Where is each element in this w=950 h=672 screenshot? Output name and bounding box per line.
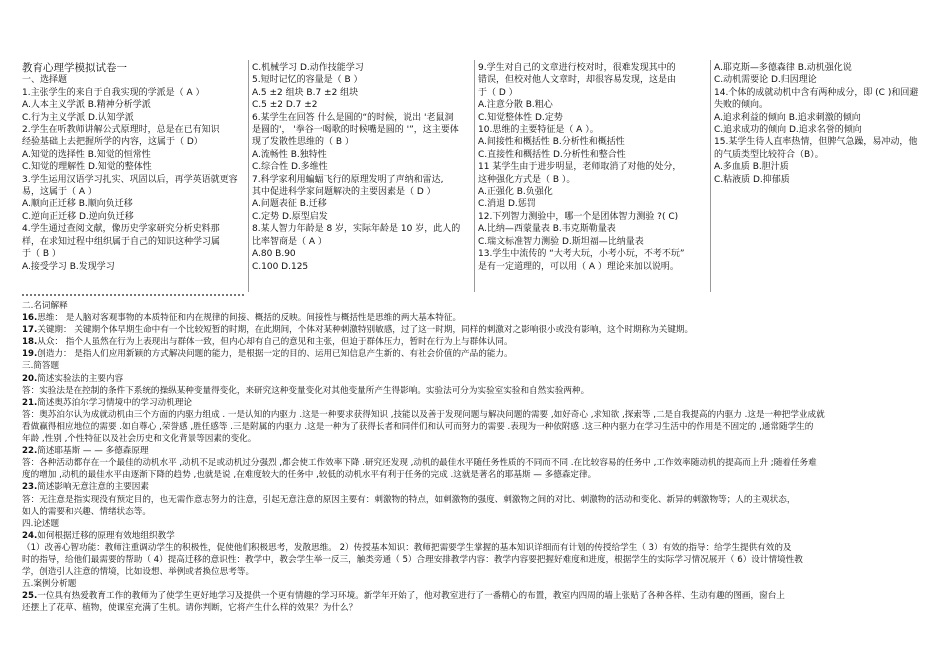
question-line: C.5 ±2 D.7 ±2 (252, 100, 318, 111)
question-line: 3.学生运用汉语学习扎实、巩固以后，再学英语就更容 (22, 174, 238, 185)
column-2 (252, 62, 474, 273)
answer-line (22, 530, 942, 542)
question-line: 13.学生中流传的 “大考大玩，小考小玩，不考不玩” (478, 249, 685, 260)
line-text: 还摆上了花草、植物，使课室充满了生机。请你判断，它将产生什么样的效果？为什么？ (22, 603, 358, 614)
question-line: C.机械学习 D.动作技能学习 (252, 63, 364, 73)
answer-line (22, 445, 942, 457)
question-line: A.接受学习 B.发现学习 (22, 261, 115, 272)
item-number: 20. (22, 373, 38, 384)
answer-line (22, 542, 942, 554)
question-line: 比率智商是（ A ） (252, 236, 327, 247)
question-line: 是有一定道理的，可以用（ A ）理论来加以说明。 (478, 261, 679, 272)
question-line: 于（ D ） (478, 87, 518, 98)
column-divider (474, 60, 475, 292)
question-line: C.消退 D.惩罚 (478, 199, 536, 210)
line-text: 年龄 ,性别 ,个性特征以及社会历史和文化背景等因素的变化。 (22, 434, 257, 445)
item-number: 21. (22, 397, 38, 408)
question-line: A.耶克斯—多德森律 B.动机强化说 (714, 63, 852, 73)
answer-line (22, 312, 942, 324)
answer-line (22, 457, 942, 469)
dotted-separator (22, 294, 244, 296)
item-number: 24. (22, 530, 38, 541)
page-title: 教育心理学模拟试卷一 (22, 62, 127, 74)
question-line: C.追求成功的倾向 D.追求名誉的倾向 (714, 125, 862, 136)
line-text: 从众： 指个人虽然在行为上表现出与群体一致，但内心却有自己的意见和主张，但迫于群体压力，暂时在行为上与群体认同。 (37, 337, 513, 348)
question-line: A.人本主义学派 B.精神分析学派 (22, 100, 151, 111)
line-text: 学，创造引人注意的情境，比如设想、举例或者换位思考等。 (22, 567, 255, 578)
answer-line (22, 421, 942, 433)
line-text: 如何根据迁移的原理有效地组织教学 (37, 530, 175, 541)
item-number: 19. (22, 349, 38, 360)
answer-line (22, 602, 942, 614)
item-number: 23. (22, 482, 38, 493)
answer-line (22, 385, 942, 397)
line-text: 五.案例分析题 (22, 579, 77, 590)
line-text: 简述影响无意注意的主要因素 (37, 482, 149, 493)
line-text: （1）改善心智功能：教师注重调动学生的积极性，促使他们积极思考，发散思维。 2）传授基本知识：教师把需要学生掌握的基本知识详细而有计划的传授给学生（ 3）有效的指导：给学生提供有效的及 (22, 542, 792, 553)
line-text: 答：各种活动都存在一个最佳的动机水平 ,动机不足或动机过分强烈 ,都会使工作效率下降 .研究还发现 ,动机的最佳水平随任务性质的不同而不同 .在比较容易的任务中 ,工作效率随动机的提高而上升 ;随着任务难 (22, 458, 817, 469)
question-line: A.间接性和概括性 B.分析性和概括性 (478, 137, 625, 148)
question-line: C.综合性 D.多维性 (252, 162, 328, 173)
question-line: 4.学生通过查阅文献，像历史学家研究分析史料那 (22, 224, 220, 235)
question-line: A.比纳—西蒙量表 B.韦克斯勒量表 (478, 224, 616, 235)
question-line: 这种强化方式是（ B ）。 (478, 174, 576, 185)
question-line: A.追求利益的倾向 B.追求刺激的倾向 (714, 112, 861, 123)
answer-line (22, 469, 942, 481)
answer-line (22, 300, 942, 312)
question-line: A.问题表征 B.迁移 (252, 199, 327, 210)
answer-line (22, 360, 942, 372)
question-line: 错误，但校对他人文章时，却很容易发现，这是由 (478, 75, 677, 86)
line-text: 思维： 是人脑对客观事物的本质特征和内在规律的间接、概括的反映。间接性与概括性是思维的两大基本特征。 (37, 313, 462, 324)
question-line: 10.思维的主要特征是（ A ）。 (478, 125, 599, 136)
item-number: 17. (22, 325, 38, 336)
column-3 (478, 62, 710, 273)
question-line: 15.某学生待人直率热情，但脾气急躁，易冲动，他 (714, 137, 918, 148)
column-1 (22, 62, 248, 273)
question-line: 现了发散性思维的（ B ） (252, 137, 354, 148)
question-line: 1.主张学生的来自于自我实现的学派是（ A ） (22, 87, 205, 98)
question-line: C.粘液质 D.抑郁质 (714, 174, 790, 185)
question-line: 7.科学家利用蝙蝠飞行的原理发明了声纳和雷达, (252, 174, 444, 185)
answer-line (22, 373, 942, 385)
question-line: A.流畅性 B.独特性 (252, 149, 327, 160)
answer-line (22, 324, 942, 336)
question-line: A.顺向正迁移 B.顺向负迁移 (22, 199, 133, 210)
question-line: 易，这属于（ A ） (22, 187, 97, 198)
answer-line (22, 590, 942, 602)
question-line: 2.学生在听教师讲解公式原理时，总是在已有知识 (22, 125, 220, 136)
item-number: 25. (22, 591, 38, 602)
item-number: 16. (22, 313, 38, 324)
question-line: 6.某学生在回答 什么是圆的“的时候，说出 '老鼠洞 (252, 112, 454, 123)
question-line: C.动机需要论 D.归因理论 (714, 75, 817, 86)
line-text: 时的指导，给他们最需要的帮助（ 4）提高迁移的意识性：教学中，教会学生举一反三，触类旁通（ 5）合理安排教学内容：教学内容要把握好难度和进度，根据学生的实际学习情况展开（ 6）设计情境性教 (22, 554, 803, 565)
line-text: 答：实验法是在控制的条件下系统的操纵某种变量得变化，来研究这种变量变化对其他变量所产生得影响。实验法可分为实验室实验和自然实验两种。 (22, 385, 590, 396)
answer-line (22, 397, 942, 409)
question-line: 14.个体的成就动机中含有两种成分，即 (C )和回避 (714, 87, 919, 98)
line-text: 答：无注意是指实现没有预定目的，也无需作意志努力的注意，引起无意注意的原因主要有：刺激物的特点，如刺激物的强度、刺激物之间的对比、刺激物的活动和变化、新异的刺激物等；人的主观状态， (22, 494, 796, 505)
lower-section (22, 300, 942, 614)
line-text: 答：奥苏泊尔认为成就动机由三个方面的内驱力组成 . 一是认知的内驱力 .这是一种要求获得知识 ,技能以及善于发现问题与解决问题的需要 ,如好奇心 ,求知欲 ,探索等 ,二是自我提高的内驱力 .这是一种把学业成就 (22, 409, 825, 420)
answer-line (22, 336, 942, 348)
question-line: 是圆的'， '拳谷一喝歌的时候嘴是圆的 '”，这主要体 (252, 125, 459, 136)
line-text: 如人的需要和兴趣、情绪状态等。 (22, 506, 151, 517)
question-line: C.100 D.125 (252, 261, 309, 272)
answer-line (22, 481, 942, 493)
answer-line (22, 409, 942, 421)
answer-line (22, 433, 942, 445)
line-text: 创造力： 是指人们应用新颖的方式解决问题的能力，是根据一定的目的、运用已知信息产生新的、有社会价值的产品的能力。 (37, 349, 513, 360)
question-line: C.逆向正迁移 D.逆向负迁移 (22, 211, 134, 222)
answer-line (22, 578, 942, 590)
question-line: C.行为主义学派 D.认知学派 (22, 112, 134, 123)
line-text: 三.简答题 (22, 361, 60, 372)
answer-line (22, 348, 942, 360)
question-line: A.正强化 B.负强化 (478, 187, 553, 198)
question-line: C.直接性和概括性 D.分析性和整合性 (478, 149, 626, 160)
question-line: A.5 ±2 组块 B.7 ±2 组块 (252, 87, 359, 98)
item-number: 22. (22, 446, 38, 457)
question-line: 9.学生对自己的文章进行校对时，很难发现其中的 (478, 63, 676, 73)
line-text: 一位具有热爱教育工作的教师为了使学生更好地学习及提供一个更有情趣的学习环境。新学年开始了，他对教室进行了一番精心的布置，教室内四周的墙上张贴了各种各样、生动有趣的图画，窗台上 (37, 591, 785, 602)
item-number: 18. (22, 337, 38, 348)
question-line: 其中促进科学家问题解决的主要因素是（ D ） (252, 187, 436, 198)
answer-line (22, 518, 942, 530)
question-line: 一、选择题 (22, 75, 68, 86)
answer-line (22, 566, 942, 578)
line-text: 简述奥苏泊尔学习情境中的学习动机理论 (37, 397, 192, 408)
question-line: 12.下列智力测验中，哪一个是团体智力测验 ?( C) (478, 211, 679, 222)
question-line: 8.某人智力年龄是 8 岁，实际年龄是 10 岁，此人的 (252, 224, 461, 235)
question-line: C.瑞文标准智力测验 D.斯坦福—比纳量表 (478, 236, 644, 247)
answer-line (22, 506, 942, 518)
question-line: A.注意分散 B.粗心 (478, 100, 553, 111)
question-line: C.知觉的理解性 D.知觉的整体性 (22, 162, 152, 173)
line-text: 关键期： 关键期个体早期生命中有一个比较短暂的时期，在此期间，个体对某种刺激特别敏感，过了这一时期，同样的刺激对之影响很小或没有影响，这个时期称为关键期。 (37, 325, 694, 336)
line-text: 看做赢得相应地位的需要 .如自尊心 ,荣誉感 ,胜任感等 .三是附属的内驱力 .这是一种为了获得长者和同伴们和认可而努力的需要 .表现为一种依附感 .这三种内驱力在学习生活中的作用是不固定的 ,通常随学生的 (22, 421, 814, 432)
line-text: 简述耶基斯 — — 多德森原理 (37, 446, 149, 457)
question-line: 11 某学生由于进步明显，老师取消了对他的处分， (478, 162, 682, 173)
column-divider (710, 60, 711, 292)
line-text: 度的增加 ,动机的最佳水平由逐渐下降的趋势 ,也就是说 ,在难度较大的任务中 ,较低的动机水平有利于任务的完成 .这就是著名的耶基斯 — 多德森定律。 (22, 470, 597, 481)
line-text: 二.名词解释 (22, 301, 68, 311)
question-line: A.知觉的选择性 B.知觉的恒常性 (22, 149, 151, 160)
question-line: 的气质类型比较符合（B）。 (714, 149, 824, 160)
answer-line (22, 494, 942, 506)
question-line: C.定势 D.原型启发 (252, 211, 328, 222)
answer-line (22, 554, 942, 566)
question-line: 5.短时记忆的容量是（ B ） (252, 75, 363, 86)
line-text: 简述实验法的主要内容 (37, 373, 124, 384)
column-4 (714, 62, 946, 186)
column-divider (248, 60, 249, 292)
question-line: 失败的倾向。 (714, 100, 769, 111)
question-line: 于（ B ） (22, 249, 61, 260)
question-line: C.知觉整体性 D.定势 (478, 112, 563, 123)
question-line: 样，在求知过程中组织属于自己的知识这种学习属 (22, 236, 221, 247)
line-text: 四.论述题 (22, 518, 60, 529)
question-line: A.80 B.90 (252, 249, 296, 260)
question-line: A.多血质 B.胆汁质 (714, 162, 789, 173)
question-line: 经验基础上去把握所学的内容，这属于（ D） (22, 137, 203, 148)
